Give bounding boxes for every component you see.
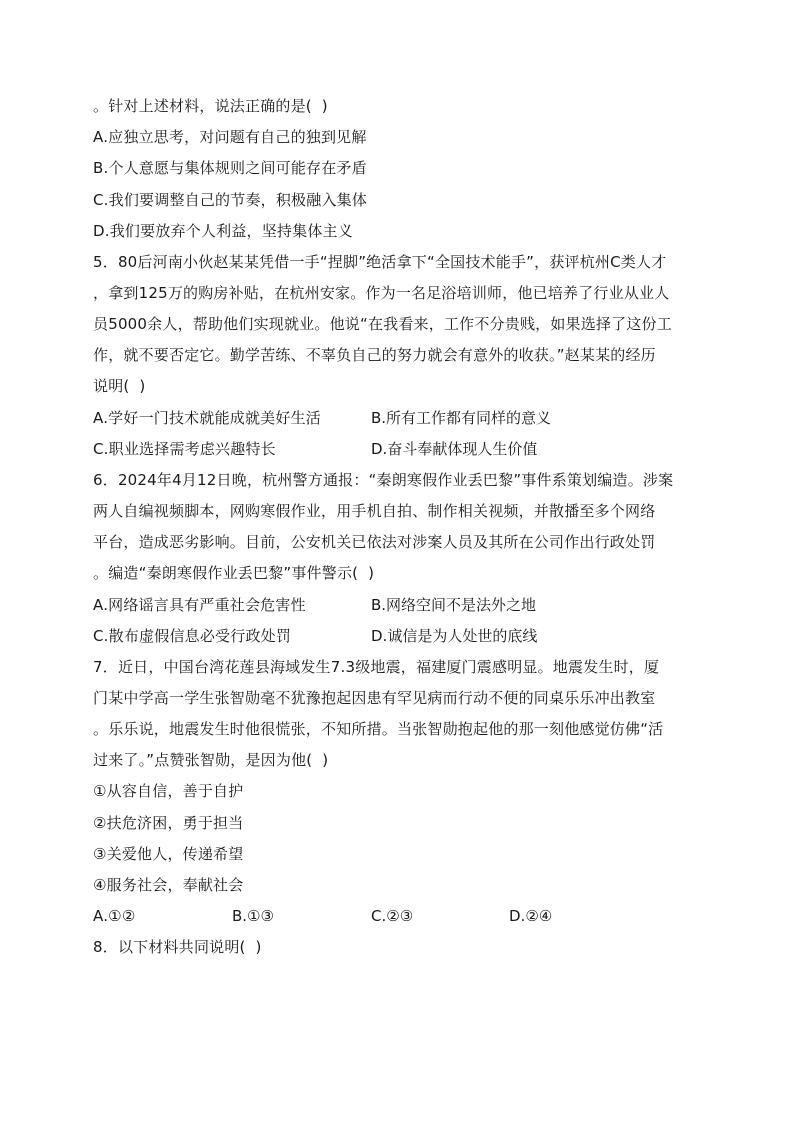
- q7-item-4: ④服务社会，奉献社会: [93, 876, 244, 894]
- q4-option-b: B.个人意愿与集体规则之间可能存在矛盾: [93, 159, 367, 177]
- q6-line-4: 。编造“秦朗寒假作业丢巴黎”事件警示( ): [93, 564, 375, 582]
- q6-line-1: 6．2024年4月12日晚，杭州警方通报：“秦朗寒假作业丢巴黎”事件系策划编造。涉案: [93, 471, 674, 489]
- q6-option-b: B.网络空间不是法外之地: [371, 596, 537, 614]
- q7-option-c: C.②③: [371, 907, 414, 925]
- q5-option-c: C.职业选择需考虑兴趣特长: [93, 440, 276, 458]
- q7-line-3: 。乐乐说，地震发生时他很慌张，不知所措。当张智勋抱起他的那一刻他感觉仿佛“活: [93, 720, 664, 738]
- q5-option-a: A.学好一门技术就能成就美好生活: [93, 409, 321, 427]
- q7-option-b: B.①③: [232, 907, 274, 925]
- q4-stem-tail: 。针对上述材料，说法正确的是( ): [93, 97, 328, 115]
- q7-line-1: 7．近日，中国台湾花莲县海域发生7.3级地震，福建厦门震感明显。地震发生时，厦: [93, 658, 660, 676]
- q7-item-3: ③关爱他人，传递希望: [93, 845, 244, 863]
- q5-line-1: 5．80后河南小伙赵某某凭借一手“捏脚”绝活拿下“全国技术能手”，获评杭州C类人才: [93, 253, 667, 271]
- q7-option-d: D.②④: [509, 907, 553, 925]
- q5-line-4: 作，就不要否定它。勤学苦练、不辜负自己的努力就会有意外的收获。”赵某某的经历: [93, 346, 656, 364]
- q6-option-d: D.诚信是为人处世的底线: [371, 627, 538, 645]
- q7-option-a: A.①②: [93, 907, 136, 925]
- q5-option-b: B.所有工作都有同样的意义: [371, 409, 552, 427]
- q7-item-2: ②扶危济困，勇于担当: [93, 814, 244, 832]
- q4-option-d: D.我们要放弃个人利益，坚持集体主义: [93, 222, 353, 240]
- q7-item-1: ①从容自信，善于自护: [93, 782, 244, 800]
- q5-line-2: ，拿到125万的购房补贴，在杭州安家。作为一名足浴培训师，他已培养了行业从业人: [93, 284, 670, 302]
- q8-line-1: 8．以下材料共同说明( ): [93, 938, 262, 956]
- q6-line-2: 两人自编视频脚本，网购寒假作业，用手机自拍、制作相关视频，并散播至多个网络: [93, 502, 656, 520]
- q6-line-3: 平台，造成恶劣影响。目前，公安机关已依法对涉案人员及其所在公司作出行政处罚: [93, 533, 656, 551]
- q5-line-3: 员5000余人，帮助他们实现就业。他说“在我看来，工作不分贵贱，如果选择了这份工: [93, 315, 672, 333]
- q6-option-a: A.网络谣言具有严重社会危害性: [93, 596, 306, 614]
- q7-line-2: 门某中学高一学生张智勋毫不犹豫抱起因患有罕见病而行动不便的同桌乐乐冲出教室: [93, 689, 656, 707]
- q4-option-c: C.我们要调整自己的节奏，积极融入集体: [93, 191, 368, 209]
- q4-option-a: A.应独立思考，对问题有自己的独到见解: [93, 128, 367, 146]
- q5-option-d: D.奋斗奉献体现人生价值: [371, 440, 538, 458]
- q7-line-4: 过来了。”点赞张智勋，是因为他( ): [93, 751, 329, 769]
- q6-option-c: C.散布虚假信息必受行政处罚: [93, 627, 292, 645]
- q5-line-5: 说明( ): [93, 377, 146, 395]
